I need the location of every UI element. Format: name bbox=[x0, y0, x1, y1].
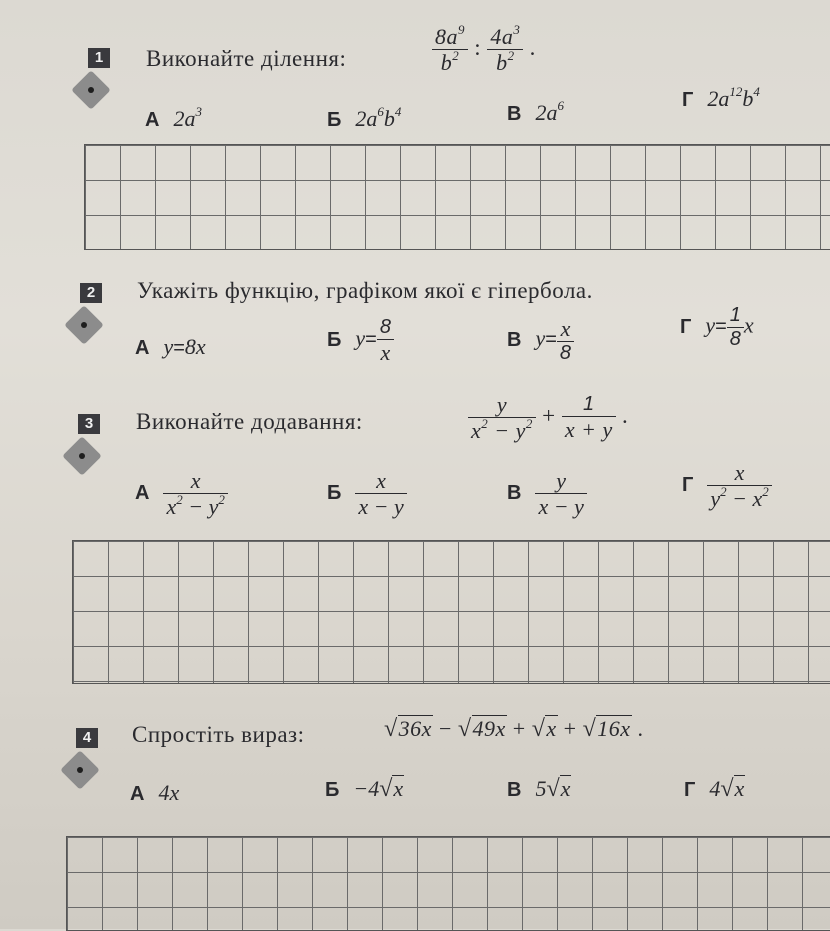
answer-option-v[interactable]: В y= $\frac{x}{8}$ bbox=[507, 316, 574, 365]
answer-option-a[interactable]: А 4x bbox=[130, 780, 180, 805]
answer-option-g[interactable]: Г y= $\frac{1}{8}$ x bbox=[680, 304, 754, 350]
task-question: Виконайте додавання: bbox=[136, 409, 363, 434]
answer-option-g[interactable]: Г 4√x bbox=[684, 776, 745, 802]
answer-grid[interactable] bbox=[66, 836, 830, 931]
answer-option-a[interactable]: А $2a^3$ bbox=[145, 104, 202, 132]
task-question: Виконайте ділення: bbox=[146, 46, 347, 71]
answer-option-b[interactable]: Б y= $\frac{8}{x}$ bbox=[327, 316, 394, 365]
task-number: 2 bbox=[80, 283, 102, 303]
task-number: 3 bbox=[78, 414, 100, 434]
diamond-marker-icon bbox=[60, 750, 100, 790]
answer-option-b[interactable]: Б $\frac{x}{x - y}$ bbox=[327, 468, 407, 520]
task-question: Укажіть функцію, графіком якої є гіпербола. bbox=[137, 278, 593, 303]
task-number: 4 bbox=[76, 728, 98, 748]
answer-option-a[interactable]: А $\frac{x}{x^2 - y^2}$ bbox=[135, 468, 228, 520]
answer-option-b[interactable]: Б −4√x bbox=[325, 776, 404, 802]
task-expression: $\frac{8a^9}{b^2}$ : $\frac{4a^3}{b^2}$ . bbox=[432, 24, 536, 76]
diamond-marker-icon bbox=[64, 305, 104, 345]
task-expression: $\frac{y}{x^2 - y^2}$ + $\frac{1}{x + y}$ . bbox=[468, 392, 628, 444]
task-question: Спростіть вираз: bbox=[132, 722, 305, 747]
answer-option-v[interactable]: В 5√x bbox=[507, 776, 571, 802]
task-expression: √36x − √49x + √x + √16x . bbox=[384, 716, 644, 742]
answer-option-g[interactable]: Г $2a^{12}b^4$ bbox=[682, 84, 760, 112]
answer-option-a[interactable]: А y=8x bbox=[135, 334, 206, 359]
answer-option-g[interactable]: Г $\frac{x}{y^2 - x^2}$ bbox=[682, 460, 772, 512]
answer-option-b[interactable]: Б $2a^6b^4$ bbox=[327, 104, 402, 132]
diamond-marker-icon bbox=[62, 436, 102, 476]
diamond-marker-icon bbox=[71, 70, 111, 110]
answer-grid[interactable] bbox=[84, 144, 830, 250]
answer-option-v[interactable]: В $2a^6$ bbox=[507, 98, 564, 126]
answer-grid[interactable] bbox=[72, 540, 830, 684]
task-number: 1 bbox=[88, 48, 110, 68]
answer-option-v[interactable]: В $\frac{y}{x - y}$ bbox=[507, 468, 587, 520]
